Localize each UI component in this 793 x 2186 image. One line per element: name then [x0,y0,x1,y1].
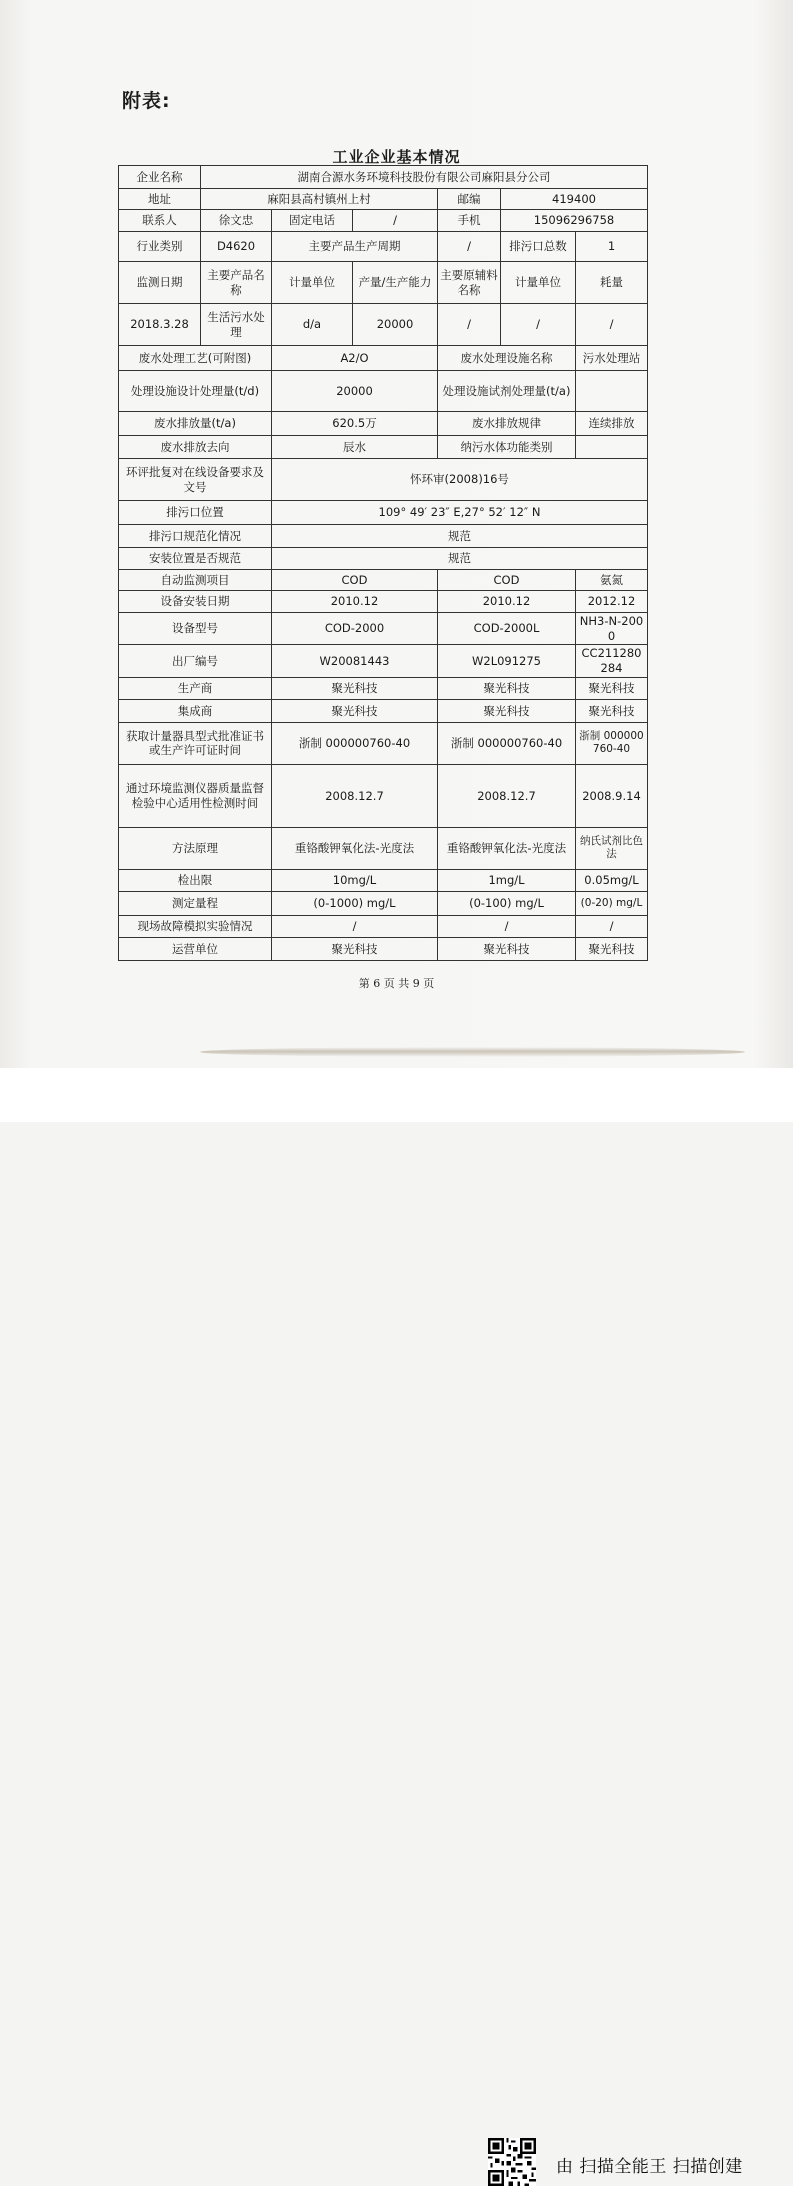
table-row [119,591,648,613]
device-3-value: 聚光科技 [576,937,648,960]
consumption-header: 耗量 [576,262,648,304]
process-label: 废水处理工艺(可附图) [119,346,272,371]
address-label: 地址 [119,189,201,210]
device-2-value: 2010.12 [438,591,576,613]
phone-label: 固定电话 [272,210,353,232]
table-row [119,262,648,304]
device-2-value: 聚光科技 [438,677,576,699]
product-name-header: 主要产品名称 [201,262,272,304]
unit-value: d/a [272,304,353,346]
device-2-value: 聚光科技 [438,699,576,722]
capacity-header: 产量/生产能力 [353,262,438,304]
monitoring-date-label: 监测日期 [119,262,201,304]
table-row [119,764,648,827]
unit-header: 计量单位 [272,262,353,304]
process-value: A2/O [272,346,438,371]
table-row [119,232,648,262]
table-row [119,412,648,436]
device-3-value: 2008.9.14 [576,764,648,827]
table-row [119,346,648,371]
design-capacity-label: 处理设施设计处理量(t/d) [119,371,272,412]
device-3-value: NH3-N-2000 [576,613,648,645]
address-value: 麻阳县高村镇州上村 [201,189,438,210]
unit2-header: 计量单位 [501,262,576,304]
device-3-value: 聚光科技 [576,677,648,699]
facility-value: 污水处理站 [576,346,648,371]
row-label: 检出限 [119,869,272,891]
row-label: 通过环境监测仪器质量监督检验中心适用性检测时间 [119,764,272,827]
discharge-amount-value: 620.5万 [272,412,438,436]
device-1-value: 10mg/L [272,869,438,891]
row-label: 运营单位 [119,937,272,960]
table-row [119,304,648,346]
outlet-norm-label: 排污口规范化情况 [119,525,272,548]
outlet-location-value: 109° 49′ 23″ E,27° 52′ 12″ N [272,501,648,525]
discharge-destination-value: 辰水 [272,436,438,459]
mobile-value: 15096296758 [501,210,648,232]
table-row [119,827,648,869]
table-row [119,371,648,412]
row-label: 方法原理 [119,827,272,869]
table-row [119,891,648,915]
device-2-value: / [438,915,576,937]
contact-label: 联系人 [119,210,201,232]
table-row [119,645,648,677]
device-2-value: 2008.12.7 [438,764,576,827]
production-cycle-value: / [438,232,501,262]
table-row [119,613,648,645]
water-function-label: 纳污水体功能类别 [438,436,576,459]
device-3-value: 2012.12 [576,591,648,613]
capacity-value: 20000 [353,304,438,346]
row-label: 设备型号 [119,613,272,645]
outlets-total-value: 1 [576,232,648,262]
row-label: 生产商 [119,677,272,699]
device-1-value: 2008.12.7 [272,764,438,827]
row-label: 获取计量器具型式批准证书或生产许可证时间 [119,722,272,764]
device-1-value: 2010.12 [272,591,438,613]
material-value: / [438,304,501,346]
device-3-value: 浙制 000000760-40 [576,722,648,764]
device-2-value: (0-100) mg/L [438,891,576,915]
table-row [119,869,648,891]
table-row [119,210,648,232]
table-row [119,189,648,210]
device-2-value: 1mg/L [438,869,576,891]
approval-value: 怀环审(2008)16号 [272,459,648,501]
device-1-value: 聚光科技 [272,937,438,960]
trial-capacity-value [576,371,648,412]
device-3-value: 氨氮 [576,570,648,591]
row-label: 测定量程 [119,891,272,915]
device-3-value: / [576,915,648,937]
device-1-value: (0-1000) mg/L [272,891,438,915]
row-label: 出厂编号 [119,645,272,677]
device-2-value: 浙制 000000760-40 [438,722,576,764]
device-3-value: 0.05mg/L [576,869,648,891]
discharge-amount-label: 废水排放量(t/a) [119,412,272,436]
device-1-value: / [272,915,438,937]
table-row [119,166,648,189]
material-header: 主要原辅料名称 [438,262,501,304]
install-norm-label: 安装位置是否规范 [119,548,272,570]
device-1-value: 浙制 000000760-40 [272,722,438,764]
table-row [119,436,648,459]
device-2-value: W2L091275 [438,645,576,677]
device-1-value: COD [272,570,438,591]
row-label: 集成商 [119,699,272,722]
install-norm-value: 规范 [272,548,648,570]
scanner-watermark-text: 由 扫描全能王 扫描创建 [556,2157,743,2177]
table-row [119,570,648,591]
enterprise-info-table [118,165,648,961]
device-2-value: 聚光科技 [438,937,576,960]
contact-value: 徐文忠 [201,210,272,232]
device-1-value: COD-2000 [272,613,438,645]
design-capacity-value: 20000 [272,371,438,412]
device-2-value: 重铬酸钾氧化法-光度法 [438,827,576,869]
production-cycle-label: 主要产品生产周期 [272,232,438,262]
trial-capacity-label: 处理设施试剂处理量(t/a) [438,371,576,412]
page-number: 第 6 页 共 9 页 [358,977,435,990]
device-2-value: COD-2000L [438,613,576,645]
table-row [119,699,648,722]
scanner-watermark [0,1068,793,2177]
device-1-value: 聚光科技 [272,699,438,722]
device-1-value: 聚光科技 [272,677,438,699]
device-1-value: W20081443 [272,645,438,677]
product-name-value: 生活污水处理 [201,304,272,346]
qr-code-icon [488,2138,536,2186]
device-3-value: 纳氏试剂比色法 [576,827,648,869]
discharge-pattern-label: 废水排放规律 [438,412,576,436]
table-row [119,677,648,699]
industry-label: 行业类别 [119,232,201,262]
device-3-value: 聚光科技 [576,699,648,722]
device-3-value: (0-20) mg/L [576,891,648,915]
appendix-label: 附表: [122,90,171,112]
discharge-pattern-value: 连续排放 [576,412,648,436]
industry-value: D4620 [201,232,272,262]
row-label: 自动监测项目 [119,570,272,591]
approval-label: 环评批复对在线设备要求及文号 [119,459,272,501]
device-1-value: 重铬酸钾氧化法-光度法 [272,827,438,869]
table-row [119,501,648,525]
table-row [119,937,648,960]
outlets-total-label: 排污口总数 [501,232,576,262]
facility-label: 废水处理设施名称 [438,346,576,371]
row-label: 设备安装日期 [119,591,272,613]
postcode-label: 邮编 [438,189,501,210]
phone-value: / [353,210,438,232]
water-function-value [576,436,648,459]
table-row [119,525,648,548]
table-title: 工业企业基本情况 [332,148,461,166]
table-row [119,548,648,570]
consumption-value: / [576,304,648,346]
table-row [119,722,648,764]
discharge-destination-label: 废水排放去向 [119,436,272,459]
page-edge-shadow [200,1047,745,1057]
company-name-value: 湖南合源水务环境科技股份有限公司麻阳县分公司 [201,166,648,189]
company-name-label: 企业名称 [119,166,201,189]
unit2-value: / [501,304,576,346]
device-3-value: CC211280284 [576,645,648,677]
device-2-value: COD [438,570,576,591]
postcode-value: 419400 [501,189,648,210]
table-row [119,459,648,501]
outlet-norm-value: 规范 [272,525,648,548]
monitoring-date-value: 2018.3.28 [119,304,201,346]
row-label: 现场故障模拟实验情况 [119,915,272,937]
outlet-location-label: 排污口位置 [119,501,272,525]
table-row [119,915,648,937]
mobile-label: 手机 [438,210,501,232]
